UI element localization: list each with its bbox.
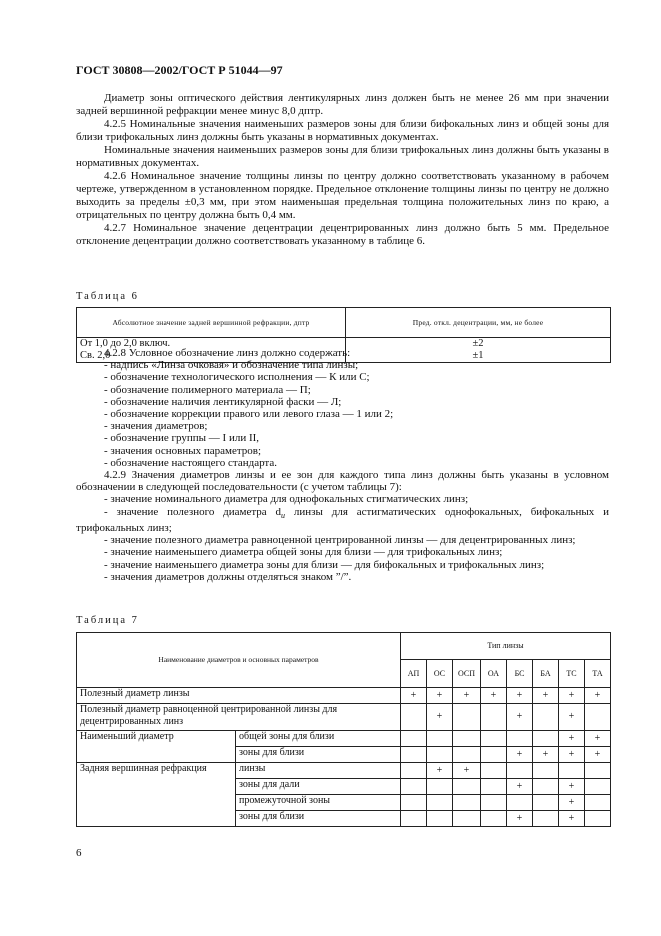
table-7 <box>76 632 611 827</box>
table7-cell: + <box>453 763 481 779</box>
table7-cell <box>559 763 585 779</box>
table7-cell <box>585 795 611 811</box>
list-item-text: - значение полезного диаметра d <box>104 505 282 518</box>
table-row <box>77 704 611 731</box>
table7-row-label: Полезный диаметр равноценной центрированной линзы для децентрированных линз <box>77 704 401 731</box>
table7-cell: + <box>507 811 533 827</box>
table6-col1-header: Абсолютное значение задней вершинной рефракции, дптр <box>77 308 346 338</box>
table7-cell <box>481 747 507 763</box>
table7-row-label: зоны для близи <box>236 811 401 827</box>
paragraph: 4.2.7 Номинальное значение децентрации децентрированных линз должно быть 5 мм. Предельное отклонение децентрации должно соответствовать указанному в таблице 6. <box>76 222 609 247</box>
table7-row-label: зоны для близи <box>236 747 401 763</box>
paragraph: Диаметр зоны оптического действия лентикулярных линз должен быть не менее 26 мм при значении задней вершинной рефракции менее минус 8,0 дптр. <box>76 92 609 117</box>
table7-cell <box>427 747 453 763</box>
table7-row-label: Полезный диаметр линзы <box>77 688 401 704</box>
table7-cell: + <box>427 763 453 779</box>
list-item: - обозначение коррекции правого или левого глаза — 1 или 2; <box>104 408 394 421</box>
table7-col-header: ОС <box>427 660 453 688</box>
table-row <box>77 731 611 747</box>
table-row <box>77 688 611 704</box>
list-item: - значения диаметров должны отделяться знаком ”/”. <box>104 570 352 583</box>
table7-cell: + <box>559 795 585 811</box>
table7-cell: + <box>427 688 453 704</box>
paragraph: 4.2.9 Значения диаметров линзы и ее зон для каждого типа линз должны быть указаны в условном обозначении в следующей последовательности (с учетом таблицы 7): <box>76 469 609 494</box>
table7-col-header: БА <box>533 660 559 688</box>
table7-cell <box>507 763 533 779</box>
table7-cell: + <box>507 688 533 704</box>
table7-cell <box>401 811 427 827</box>
table7-cell <box>453 779 481 795</box>
table7-cell <box>481 779 507 795</box>
table-row <box>77 763 611 779</box>
table7-cell <box>533 795 559 811</box>
table7-cell <box>427 731 453 747</box>
list-item: - надпись «Линза очковая» и обозначение типа линзы; <box>104 359 359 372</box>
table7-cell <box>427 779 453 795</box>
table7-cell <box>585 704 611 731</box>
table7-row-group: Наименьший диаметр <box>77 731 236 763</box>
table7-cell: + <box>427 704 453 731</box>
table6-caption: Таблица 6 <box>76 291 139 302</box>
list-item: - значение наименьшего диаметра общей зоны для близи — для трифокальных линз; <box>104 546 503 559</box>
table7-row-label: зоны для дали <box>236 779 401 795</box>
table7-cell: + <box>507 747 533 763</box>
body-text <box>76 92 609 248</box>
table7-row-label: линзы <box>236 763 401 779</box>
table7-cell: + <box>559 811 585 827</box>
table7-cell: + <box>559 704 585 731</box>
table7-cell <box>585 779 611 795</box>
page-number: 6 <box>76 847 82 859</box>
table7-row-label: промежуточной зоны <box>236 795 401 811</box>
list-item: - значение полезного диаметра равноценной центрированной линзы — для децентрированных линз; <box>104 534 576 547</box>
table7-cell <box>533 731 559 747</box>
table7-cell: + <box>481 688 507 704</box>
table7-cell <box>507 795 533 811</box>
table7-cell <box>401 747 427 763</box>
table7-col-header: АП <box>401 660 427 688</box>
table7-cell <box>507 731 533 747</box>
table7-cell: + <box>559 731 585 747</box>
designation-section <box>76 347 609 583</box>
table6-row1-value: ±2 <box>472 338 484 349</box>
table7-param-header: Наименование диаметров и основных параметров <box>77 633 401 688</box>
table7-cell <box>585 811 611 827</box>
table6-row2-label: Св. 2,0 <box>80 350 111 361</box>
table7-cell <box>481 763 507 779</box>
table7-row-group: Задняя вершинная рефракция <box>77 763 236 827</box>
table7-cell: + <box>559 747 585 763</box>
list-item: - значение наименьшего диаметра зоны для близи — для бифокальных и трифокальных линз; <box>104 558 545 571</box>
paragraph: 4.2.6 Номинальное значение толщины линзы по центру должно соответствовать указанному в рабочем чертеже, утвержденном в установленном порядке. Предельное отклонение толщины линзы по центру не должно выходить за пределы ±0,3 мм, при этом наименьшая предельная толщина положительных линз по краю, а отрицательных по центру должна быть 0,4 мм. <box>76 170 609 221</box>
table7-cell <box>453 811 481 827</box>
table7-cell: + <box>507 779 533 795</box>
table7-cell <box>533 763 559 779</box>
list-item: - обозначение наличия лентикулярной фаски — Л; <box>104 395 342 408</box>
table7-cell <box>453 704 481 731</box>
table7-col-header: ОСП <box>453 660 481 688</box>
paragraph: 4.2.5 Номинальные значения наименьших размеров зоны для близи бифокальных линз и общей зоны для близи трифокальных линз должны быть указаны в нормативных документах. <box>76 118 609 143</box>
table7-caption: Таблица 7 <box>76 615 139 626</box>
list-item-text: линзы для астигматических однофокальных, бифокальных и трифокальных линз; <box>76 505 609 535</box>
table7-cell <box>481 731 507 747</box>
table7-type-header: Тип линзы <box>401 633 611 660</box>
table7-cell <box>481 811 507 827</box>
table7-cell <box>453 747 481 763</box>
table7-cell <box>533 811 559 827</box>
list-item: - обозначение группы — I или II, <box>104 432 260 445</box>
list-item <box>76 506 609 535</box>
table7-cell: + <box>507 704 533 731</box>
table7-cell <box>481 704 507 731</box>
table6-col2-header: Пред. откл. децентрации, мм, не более <box>346 308 611 338</box>
document-header: ГОСТ 30808—2002/ГОСТ Р 51044—97 <box>76 63 283 77</box>
table7-row-label: общей зоны для близи <box>236 731 401 747</box>
paragraph: Номинальные значения наименьших размеров зоны для близи трифокальных линз должны быть указаны в нормативных документах. <box>76 144 609 169</box>
table7-cell <box>427 795 453 811</box>
list-item: - обозначение полимерного материала — П; <box>104 383 311 396</box>
table6-row2-value: ±1 <box>472 350 484 361</box>
table7-cell <box>427 811 453 827</box>
table7-cell <box>401 795 427 811</box>
table7-cell <box>533 704 559 731</box>
list-item: - значения диаметров; <box>104 420 208 433</box>
list-item: - значение номинального диаметра для однофокальных стигматических линз; <box>104 493 469 506</box>
table7-cell: + <box>453 688 481 704</box>
table7-cell: + <box>585 688 611 704</box>
list-item: - обозначение настоящего стандарта. <box>104 456 278 469</box>
table7-cell: + <box>585 747 611 763</box>
table7-col-header: ТС <box>559 660 585 688</box>
table7-col-header: БС <box>507 660 533 688</box>
table6-row1-label: От 1,0 до 2,0 включ. <box>80 338 171 349</box>
list-item: - обозначение технологического исполнения — К или С; <box>104 371 370 384</box>
table7-cell: + <box>585 731 611 747</box>
subscript: u <box>281 510 286 520</box>
table7-cell: + <box>533 688 559 704</box>
table7-cell <box>585 763 611 779</box>
table7-cell <box>401 731 427 747</box>
table7-cell <box>401 704 427 731</box>
list-item: - значения основных параметров; <box>104 444 262 457</box>
table7-cell <box>453 795 481 811</box>
paragraph: 4.2.8 Условное обозначение линз должно содержать: <box>104 347 351 359</box>
table7-cell: + <box>533 747 559 763</box>
table7-cell <box>401 763 427 779</box>
table7-cell <box>453 731 481 747</box>
table7-col-header: ТА <box>585 660 611 688</box>
table7-col-header: ОА <box>481 660 507 688</box>
table7-cell: + <box>401 688 427 704</box>
table7-cell: + <box>559 779 585 795</box>
table7-cell <box>401 779 427 795</box>
table7-cell <box>481 795 507 811</box>
table7-cell: + <box>559 688 585 704</box>
table7-cell <box>533 779 559 795</box>
